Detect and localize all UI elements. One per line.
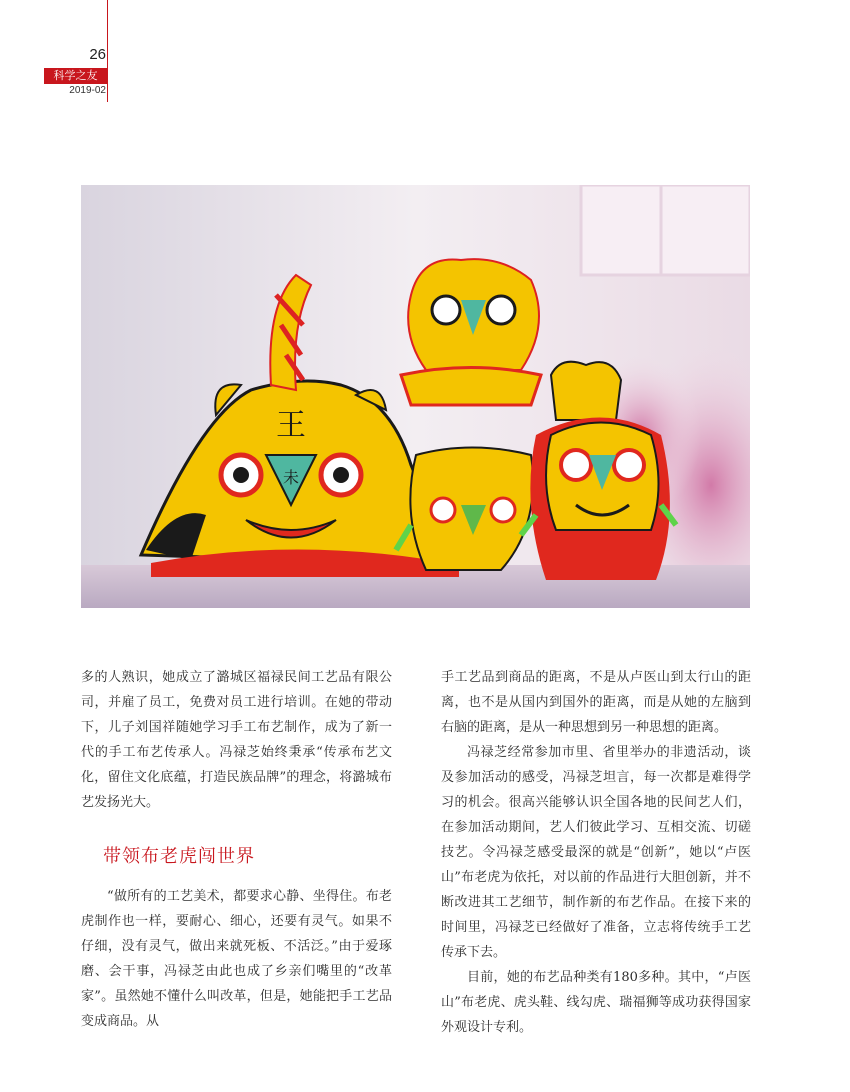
king-mark: 王 <box>276 408 306 443</box>
header-rule <box>107 0 108 102</box>
cloth-tiger-photo <box>81 185 750 608</box>
magazine-badge: 科学之友 <box>44 68 107 84</box>
body-text: “做所有的工艺美术，都要求心静、坐得住。布老虎制作也一样，要耐心、细心，还要有灵气。如果不仔细，没有灵气，做出来就死板、不活泛。”由于爱琢磨、会干事，冯禄芝由此也成了乡亲们嘴里的“改革家”。虽然她不懂什么叫改革，但是，她能把手工艺品变成商品。从 <box>81 889 392 1029</box>
left-column-paragraph-2 <box>81 884 392 1034</box>
forehead-mark: 未 <box>282 468 300 487</box>
body-text: 目前，她的布艺品种类有180多种。其中，“卢医山”布老虎、虎头鞋、线勾虎、瑞福狮等成功获得国家外观设计专利。 <box>441 970 751 1035</box>
section-heading: 带领布老虎闯世界 <box>103 846 255 867</box>
body-text: 冯禄芝经常参加市里、省里举办的非遗活动，谈及参加活动的感受，冯禄芝坦言，每一次都是难得学习的机会。很高兴能够认识全国各地的民间艺人们，在参加活动期间，艺人们彼此学习、互相交流、切磋技艺。令冯禄芝感受最深的就是“创新”，她以“卢医山”布老虎为依托，对以前的作品进行大胆创新，并不断改进其工艺细节，制作新的布艺作品。在接下来的时间里，冯禄芝已经做好了准备，立志将传统手工艺传承下去。 <box>441 745 751 960</box>
body-text: 手工艺品到商品的距离，不是从卢医山到太行山的距离，也不是从国内到国外的距离，而是从她的左脑到右脑的距离，是从一种思想到另一种思想的距离。 <box>441 670 751 735</box>
page-number: 26 <box>89 46 106 63</box>
right-column <box>441 665 751 1040</box>
issue-date: 2019-02 <box>69 85 106 96</box>
left-column-paragraph-1 <box>81 665 392 815</box>
body-text: 多的人熟识，她成立了潞城区福禄民间工艺品有限公司，并雇了员工，免费对员工进行培训。在她的带动下，儿子刘国祥随她学习手工布艺制作，成为了新一代的手工布艺传承人。冯禄芝始终秉承“传承布艺文化，留住文化底蕴，打造民族品牌”的理念，将潞城布艺发扬光大。 <box>81 670 392 810</box>
